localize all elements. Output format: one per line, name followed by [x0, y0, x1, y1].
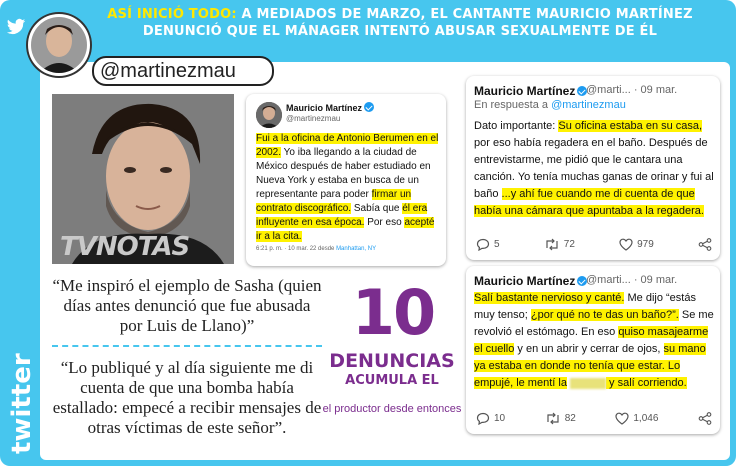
avatar-portrait	[31, 17, 87, 73]
headline-lead: ASÍ INICIÓ TODO:	[107, 7, 237, 22]
censored-word	[570, 378, 606, 389]
tweet-text-segment: Por eso	[364, 217, 405, 228]
quote-inspiration: “Me inspiró el ejemplo de Sasha (quien días antes denunció que fue abusada por Luis de Llano)”	[52, 276, 322, 335]
tweet-body: Salí bastante nervioso y canté. Me dijo “estás muy tenso; ¿por qué no te das un baño?”. Se me revolvió el estómago. En eso quiso masajearme el cuello y en un abrir y cerrar de ojos, su mano ya estaba en donde no tenía que estar. Lo empujé, le mentí la y salí corriendo.	[474, 292, 714, 389]
retweet-count: 72	[563, 239, 575, 250]
tweet-actions	[476, 238, 712, 251]
profile-avatar[interactable]	[28, 14, 90, 76]
tweet-footer: 6:21 p. m. · 10 mar. 22 desde Manhattan, NY	[256, 246, 377, 252]
share-button[interactable]	[698, 238, 712, 251]
stat-number: 10	[351, 276, 435, 349]
tweet-text-segment: Dato importante:	[474, 120, 559, 132]
share-button[interactable]	[698, 412, 712, 425]
tweet-reply-to: En respuesta a @martinezmau	[474, 99, 626, 111]
reply-handle-link[interactable]: @martinezmau	[551, 99, 626, 111]
retweet-icon	[545, 412, 561, 425]
tvnotas-watermark: TVNOTAS	[60, 232, 190, 262]
quote-publication: “Lo publiqué y al día siguiente me di cuenta de que una bomba había estallado: empecé a recibir mensajes de otras víctimas de este señor”.	[52, 358, 322, 437]
twitter-bird-icon	[6, 18, 26, 36]
stat-sub: ACUMULA EL	[345, 373, 439, 388]
headline-text: A MEDIADOS DE MARZO, EL CANTANTE MAURICIO MARTÍNEZ DENUNCIÓ QUE EL MÁNAGER INTENTÓ ABUSAR SEXUALMENTE DE ÉL	[142, 7, 693, 39]
tweet-author-name: Mauricio Martínez	[286, 102, 374, 113]
like-button[interactable]	[619, 238, 654, 251]
retweet-button[interactable]	[544, 238, 575, 251]
reply-button[interactable]	[476, 412, 505, 425]
share-icon	[698, 412, 712, 425]
profile-handle[interactable]: @martinezmau	[100, 60, 236, 82]
reply-button[interactable]	[476, 238, 500, 251]
tweet-card-1[interactable]	[466, 76, 720, 260]
embedded-tweet-small[interactable]	[246, 94, 446, 266]
reply-count: 5	[494, 239, 500, 250]
tweet-text-segment: ...y ahí fue cuando me di cuenta de que había una cámara que apuntaba a la regadera.	[474, 188, 704, 217]
tweet-body	[474, 118, 714, 220]
like-count: 979	[637, 239, 654, 250]
tweet-author-handle: @martinezmau	[286, 114, 341, 123]
tweet-text-segment: acepté ir a la cita.	[256, 217, 435, 242]
twitter-wordmark-text: twitter	[7, 353, 37, 454]
tweet-body	[256, 132, 442, 244]
twitter-wordmark	[2, 336, 38, 456]
tweet-card-2[interactable]	[466, 266, 720, 434]
retweet-icon	[544, 238, 560, 251]
stat-note: el productor desde entonces	[322, 403, 462, 415]
retweet-button[interactable]	[545, 412, 576, 425]
headline	[70, 6, 730, 40]
tweet-meta: @marti... · 09 mar.	[586, 84, 678, 96]
tweet-actions	[476, 412, 712, 425]
tweet-avatar	[256, 102, 282, 128]
tweet-text-segment: firmar un contrato discográfico.	[256, 189, 412, 214]
tweet-author-name: Mauricio Martínez	[474, 84, 587, 98]
verified-badge-icon	[364, 102, 374, 112]
tweet-text-segment: Su oficina estaba en su casa,	[558, 120, 703, 132]
tweet-text-segment: Sabía que	[351, 203, 403, 214]
tweet-text-segment: Fui a la oficina de Antonio Berumen en el 2002.	[256, 133, 439, 158]
tweet-meta: @marti... · 09 mar.	[586, 274, 678, 286]
reply-icon	[476, 238, 490, 251]
heart-icon	[615, 412, 629, 425]
tweet-text-segment: él era influyente en esa época.	[256, 203, 428, 228]
tweet-text-segment: por eso había regadera en el baño. Después de entrevistarme, me pidió que le cantara una canción. Yo tenía muchas ganas de orinar y fui al baño	[474, 137, 714, 200]
like-button[interactable]	[615, 412, 658, 425]
tweet-text-segment: Yo iba llegando a la ciudad de México después de haber estudiado en Nueva York y estaba en busca de un representante para poder	[256, 147, 431, 200]
like-count: 1,046	[633, 413, 659, 424]
share-icon	[698, 238, 712, 251]
retweet-count: 82	[564, 413, 576, 424]
heart-icon	[619, 238, 633, 251]
reply-icon	[476, 412, 490, 425]
tweet-author-name: Mauricio Martínez	[474, 274, 587, 288]
reply-count: 10	[494, 413, 506, 424]
stat-label: DENUNCIAS	[329, 350, 455, 372]
quote-divider	[52, 345, 322, 347]
